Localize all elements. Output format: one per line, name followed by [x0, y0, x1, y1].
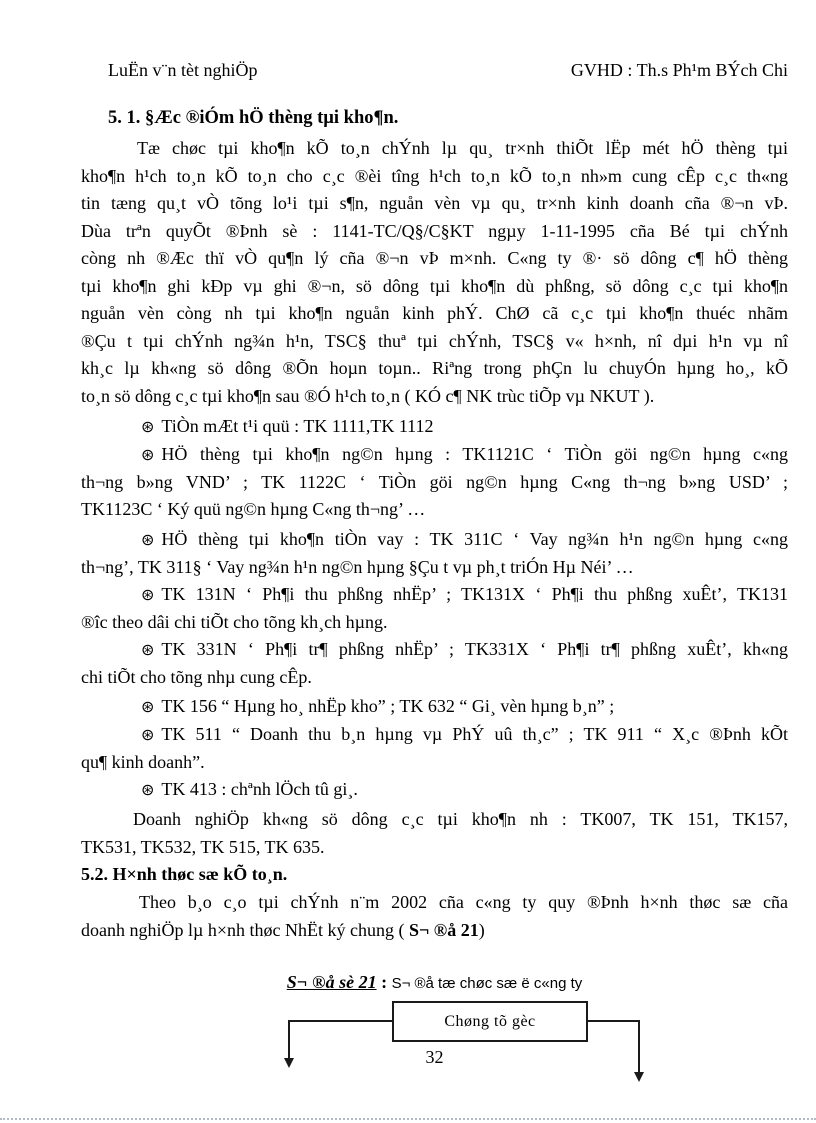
flowchart-box-source-documents: Chøng tõ gèc [392, 1001, 588, 1042]
text-line: Tæ chøc tµi kho¶n kÕ to¸n chÝnh lµ qu¸ tr×nh thiÕt lËp mét hÖ thèng tµi [137, 138, 788, 158]
paragraph-accounting-system [81, 135, 788, 410]
text-line: ⊛ HÖ thèng tµi kho¶n tiÒn vay : TK 311C ‘ Vay ng¾n h¹n ng©n hµng c«ng [141, 529, 788, 549]
flowchart-connector-right-horizontal [588, 1020, 640, 1022]
text-line: ⊛ TK 156 “ Hµng ho¸ nhËp kho” ; TK 632 “ Gi¸ vèn hµng b¸n” ; [141, 696, 615, 716]
flower-bullet-icon: ⊛ [141, 530, 155, 549]
text-line: Dùa trªn quyÕt ®Þnh sè : 1141-TC/Q§/C§KT ngµy 1-11-1995 cña Bé tµi chÝnh [81, 220, 788, 241]
bullet-item-bank-accounts [81, 441, 788, 524]
text-line: th¬ng’, TK 311§ ‘ Vay ng¾n h¹n ng©n hµng §Çu t vµ ph¸t triÓn Hµ Néi’ … [81, 556, 634, 577]
text-line: TK1123C ‘ Ký quü ng©n hµng C«ng th¬ng’ … [81, 499, 426, 519]
text-line: ®Çu t tµi chÝnh ng¾n h¹n, TSC§ thuª tµi chÝnh, TSC§ v« h×nh, nî dµi h¹n vµ nî [81, 330, 788, 351]
text-line: doanh nghiÖp lµ h×nh thøc NhËt ký chung ( S¬ ®å 21) [81, 919, 485, 940]
flower-bullet-icon: ⊛ [141, 697, 155, 716]
header-right: GVHD : Th.s Ph¹m BÝch Chi [570, 60, 788, 80]
paragraph-ledger-form [81, 889, 788, 944]
text-line: Doanh nghiÖp kh«ng sö dông c¸c tµi kho¶n nh : TK007, TK 151, TK157, [133, 809, 788, 829]
text-line: nguån vèn còng nh tµi kho¶n nguån kinh phÝ. ChØ cã c¸c tµi kho¶n thuéc nhãm [81, 303, 788, 323]
flower-bullet-icon: ⊛ [141, 445, 155, 464]
flowchart-connector-left-horizontal [289, 1020, 392, 1022]
page-header [108, 59, 788, 81]
header-left: LuËn v¨n tèt nghiÖp [108, 60, 258, 80]
diagram-caption [81, 968, 788, 996]
flower-bullet-icon: ⊛ [141, 780, 155, 799]
text-line: ⊛ TK 331N ‘ Ph¶i tr¶ phßng nhËp’ ; TK331X ‘ Ph¶i tr¶ phßng xuÊt’, kh«ng [141, 639, 788, 659]
bullet-item-cash [81, 413, 788, 441]
bullet-item-tk331 [81, 636, 788, 691]
caption-colon: : [376, 972, 392, 992]
text-line: ⊛ TiÒn mÆt t¹i quü : TK 1111,TK 1112 [141, 416, 434, 436]
page-number: 32 [425, 1047, 444, 1067]
text-line: ⊛ TK 511 “ Doanh thu b¸n hµng vµ PhÝ uû th¸c” ; TK 911 “ X¸c ®Þnh kÕt [141, 724, 788, 744]
text-line: Theo b¸o c¸o tµi chÝnh n¨m 2002 cña c«ng ty quy ®Þnh h×nh thøc sæ cña [139, 892, 788, 912]
section-heading-5-2: 5.2. H×nh thøc sæ kÕ to¸n. [81, 864, 288, 884]
caption-text: S¬ ®å tæ chøc sæ ë c«ng ty [391, 975, 583, 992]
text-line: tµi kho¶n ghi kÐp vµ ghi ®¬n, sö dông tµi kho¶n dù phßng, sö dông c¸c tµi kho¶n [81, 275, 788, 296]
flower-bullet-icon: ⊛ [141, 585, 155, 604]
text-line: ⊛ TK 131N ‘ Ph¶i thu phßng nhËp’ ; TK131X ‘ Ph¶i thu phßng xuÊt’, TK131 [141, 584, 788, 604]
text-line: kho¶n h¹ch to¸n kÕ to¸n cho c¸c ®èi tîng h¹ch to¸n kÕ to¸n nh»m cung cÊp c¸c th«ng [81, 165, 788, 186]
text-line: ⊛ TK 413 : chªnh lÖch tû gi¸. [141, 779, 358, 799]
text-line: chi tiÕt cho tõng nhµ cung cÊp. [81, 666, 312, 687]
text-line: ®îc theo dâi chi tiÕt cho tõng kh¸ch hµng. [81, 611, 388, 632]
text-line: kh¸c lµ kh«ng sö dông ®Õn hoµn toµn.. Riªng trong phÇn lu chuyÓn hµng ho¸, kÕ [81, 358, 788, 378]
bullet-item-tk413 [81, 776, 788, 804]
section-heading-5-1: 5. 1. §Æc ®iÓm hÖ thèng tµi kho¶n. [108, 108, 399, 128]
paragraph-unused-accounts [81, 806, 788, 861]
text-line: ⊛ HÖ thèng tµi kho¶n ng©n hµng : TK1121C ‘ TiÒn göi ng©n hµng c«ng [141, 444, 788, 464]
flower-bullet-icon: ⊛ [141, 725, 155, 744]
text-line: tin tæng qu¸t vÒ tõng lo¹i tµi s¶n, nguån vèn vµ qu¸ tr×nh kinh doanh cña ®¬n vÞ. [81, 193, 788, 213]
text-line: to¸n sö dông c¸c tµi kho¶n sau ®Ó h¹ch to¸n ( KÓ c¶ NK trùc tiÕp vµ NKUT ). [81, 385, 655, 406]
bullet-item-tk511 [81, 721, 788, 776]
bullet-item-tk131 [81, 581, 788, 636]
text-line: TK531, TK532, TK 515, TK 635. [81, 836, 325, 857]
flower-bullet-icon: ⊛ [141, 640, 155, 659]
bullet-item-loan-accounts [81, 526, 788, 581]
text-line: còng nh ®Æc thï vÒ qu¶n lý cña ®¬n vÞ m×nh. C«ng ty ®· sö dông c¶ hÖ thèng [81, 248, 788, 268]
text-line: th¬ng b»ng VND’ ; TK 1122C ‘ TiÒn göi ng©n hµng C«ng th¬ng b»ng USD’ ; [81, 471, 788, 492]
diagram-reference: S¬ ®å 21 [408, 919, 479, 940]
flower-bullet-icon: ⊛ [141, 417, 155, 436]
bullet-item-tk156 [81, 693, 788, 721]
caption-title: S¬ ®å sè 21 [286, 972, 377, 992]
page-bottom-dotted-separator [0, 1118, 816, 1120]
text-line: qu¶ kinh doanh”. [81, 751, 205, 772]
arrow-down-icon [634, 1072, 644, 1082]
